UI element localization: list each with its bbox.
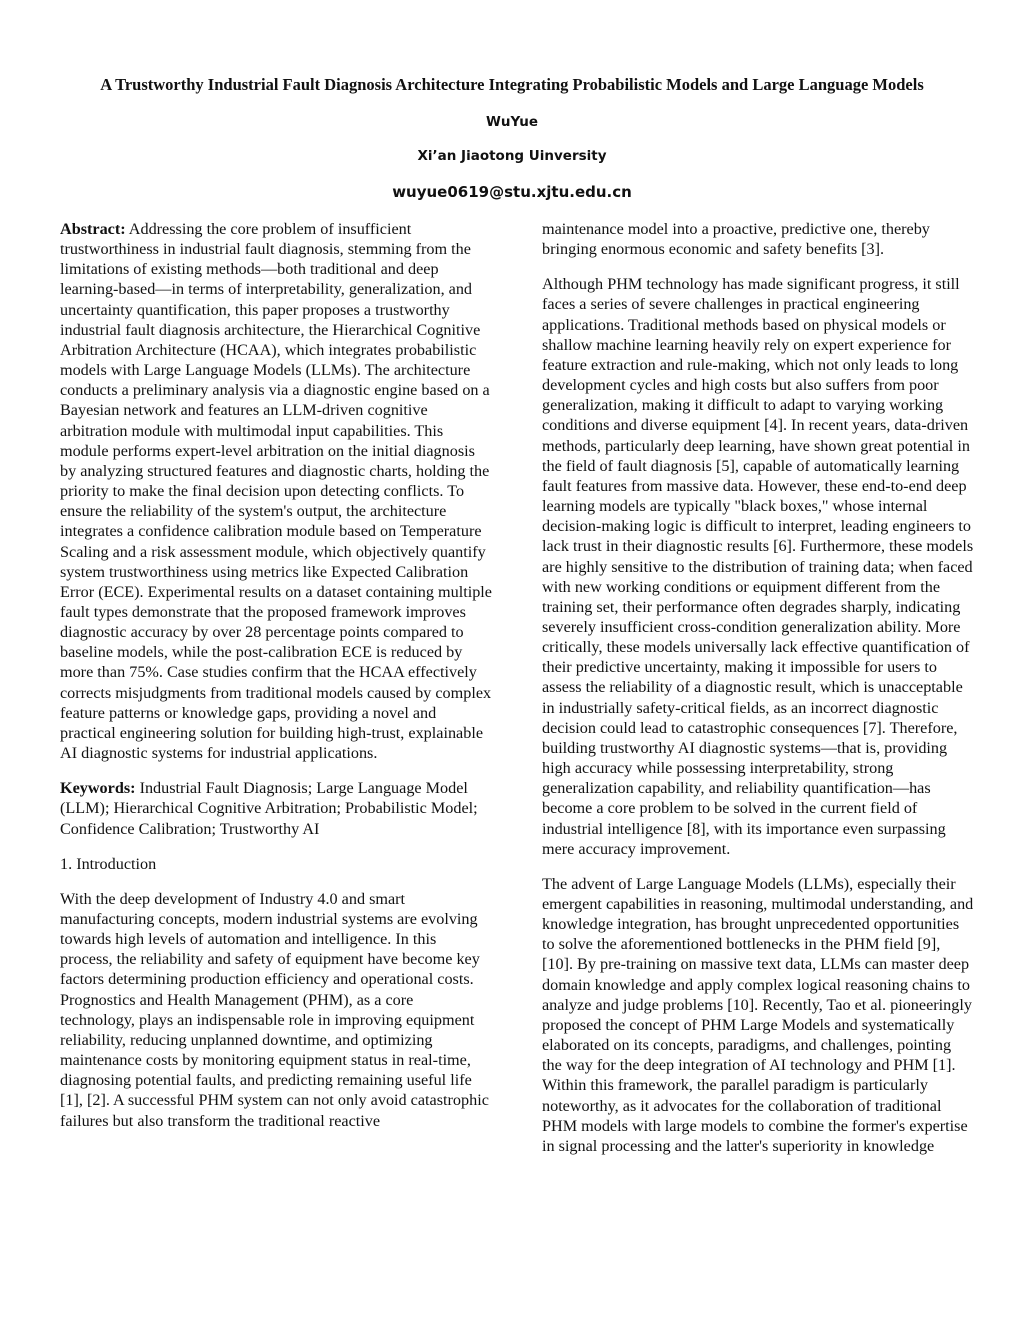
keywords-paragraph	[60, 778, 492, 838]
section-heading-introduction: 1. Introduction	[60, 854, 157, 873]
right-column	[542, 219, 974, 1171]
keywords-text: Industrial Fault Diagnosis; Large Language Model (LLM); Hierarchical Cognitive Arbitration; Probabilistic Model; Confidence Calibration; Trustworthy AI	[60, 779, 478, 838]
intro-paragraph-1: With the deep development of Industry 4.0 and smart manufacturing concepts, modern industrial systems are evolving towards high levels of automation and intelligence. In this process, the reliability and safety of equipment have become key factors determining production efficiency and operational costs. Prognostics and Health Management (PHM), as a core technology, plays an indispensable role in improving equipment reliability, reducing unplanned downtime, and optimizing maintenance costs by monitoring equipment status in real-time, diagnosing potential faults, and predicting remaining useful life [1], [2]. A successful PHM system can not only avoid catastrophic failures but also transform the traditional reactive	[60, 889, 489, 1130]
author-name: WuYue	[485, 114, 539, 130]
keywords-label: Keywords:	[60, 779, 136, 798]
author-affiliation: Xi’an Jiaotong Uinversity	[417, 148, 607, 164]
abstract-text: Addressing the core problem of insufficient trustworthiness in industrial fault diagnosis, stemming from the limitations of existing methods—both traditional and deep learning-based—in terms of interpretability, generalization, and uncertainty quantification, this paper proposes a trustworthy industrial fault diagnosis architecture, the Hierarchical Cognitive Arbitration Architecture (HCAA), which integrates probabilistic models with Large Language Models (LLMs). The architecture conducts a preliminary analysis via a diagnostic engine based on a Bayesian network and features an LLM-driven cognitive arbitration module with multimodal input capabilities. This module performs expert-level arbitration on the initial diagnosis by analyzing structured features and diagnostic charts, holding the priority to make the final decision upon detecting conflicts. To ensure the reliability of the system's output, the architecture integrates a confidence calibration module based on Temperature Scaling and a risk assessment module, which objectively quantify system trustworthiness using metrics like Expected Calibration Error (ECE). Experimental results on a dataset containing multiple fault types demonstrate that the proposed framework improves diagnostic accuracy by over 28 percentage points compared to baseline models, while the post-calibration ECE is reduced by more than 75%. Case studies confirm that the HCAA effectively corrects misjudgments from traditional models caused by complex feature patterns or knowledge gaps, providing a novel and practical engineering solution for building high-trust, explainable AI diagnostic systems for industrial applications.	[60, 220, 492, 763]
intro-paragraph-1-continued: maintenance model into a proactive, predictive one, thereby bringing enormous economic and safety benefits [3].	[542, 220, 930, 259]
abstract-label: Abstract:	[60, 220, 126, 238]
intro-paragraph-3: The advent of Large Language Models (LLMs), especially their emergent capabilities in reasoning, multimodal understanding, and knowledge integration, has brought unprecedented opportunities to solve the aforementioned bottlenecks in the PHM field [9], [10]. By pre-training on massive text data, LLMs can master deep domain knowledge and apply complex logical reasoning chains to analyze and judge problems [10]. Recently, Tao et al. pioneeringly proposed the concept of PHM Large Models and systematically elaborated on its concepts, paradigms, and challenges, pointing the way for the deep integration of AI technology and PHM [1]. Within this framework, the parallel paradigm is particularly noteworthy, as it advocates for the collaboration of traditional PHM models with large models to combine the former's expertise in signal processing and the latter's superiority in knowledge	[542, 874, 974, 1155]
abstract-paragraph	[60, 219, 492, 763]
left-column	[60, 219, 492, 1146]
author-email: wuyue0619@stu.xjtu.edu.cn	[392, 183, 632, 201]
intro-paragraph-2: Although PHM technology has made significant progress, it still faces a series of severe challenges in practical engineering applications. Traditional methods based on physical models or shallow machine learning heavily rely on expert experience for feature extraction and rule-making, which not only leads to long development cycles and high costs but also suffers from poor generalization, making it difficult to adapt to varying working conditions and diverse equipment [4]. In recent years, data-driven methods, particularly deep learning, have shown great potential in the field of fault diagnosis [5], capable of automatically learning fault features from massive data. However, these end-to-end deep learning models are typically "black boxes," whose internal decision-making logic is difficult to interpret, leading engineers to lack trust in their diagnostic results [6]. Furthermore, these models are highly sensitive to the distribution of training data; when faced with new working conditions or equipment different from the training set, their performance often degrades sharply, indicating severely insufficient cross-condition generalization ability. More critically, these models universally lack effective quantification of their predictive uncertainty, making it impossible for users to assess the reliability of a diagnostic result, which is unacceptable in industrially safety-critical fields, as an incorrect diagnostic decision could lead to catastrophic consequences [7]. Therefore, building trustworthy AI diagnostic systems—that is, providing high accuracy while possessing interpretability, strong generalization capability, and reliability quantification—has become a core problem to be solved in the current field of industrial intelligence [8], with its importance even surpassing mere accuracy improvement.	[542, 275, 974, 858]
paper-title: A Trustworthy Industrial Fault Diagnosis Architecture Integrating Probabilistic Models and Large Language Models	[100, 75, 924, 94]
